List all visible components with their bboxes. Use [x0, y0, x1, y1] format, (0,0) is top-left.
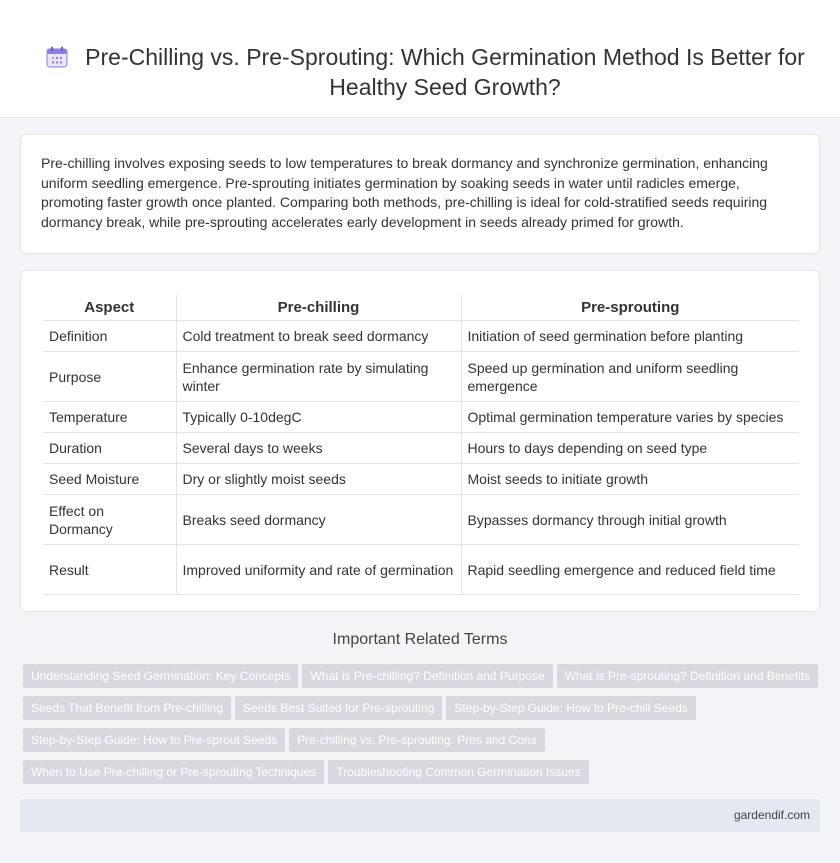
page-footer	[20, 799, 820, 832]
table-cell: Optimal germination temperature varies by species	[461, 402, 799, 433]
page-header	[0, 0, 840, 118]
comparison-table	[43, 295, 799, 595]
table-cell: Rapid seedling emergence and reduced field time	[461, 545, 799, 595]
table-cell: Several days to weeks	[176, 433, 461, 464]
related-terms-list	[23, 664, 823, 792]
table-cell: Purpose	[43, 352, 176, 402]
table-row	[43, 545, 799, 595]
table-cell: Dry or slightly moist seeds	[176, 464, 461, 495]
table-cell: Enhance germination rate by simulating winter	[176, 352, 461, 402]
intro-card	[20, 134, 820, 254]
column-header: Pre-chilling	[176, 295, 461, 321]
table-cell: Result	[43, 545, 176, 595]
related-term-tag[interactable]: What is Pre-chilling? Definition and Purpose	[302, 664, 552, 688]
related-term-tag[interactable]: What is Pre-sprouting? Definition and Benefits	[557, 664, 818, 688]
related-term-tag[interactable]: Step-by-Step Guide: How to Pre-chill Seeds	[446, 696, 695, 720]
table-row	[43, 402, 799, 433]
table-cell: Typically 0-10degC	[176, 402, 461, 433]
site-link[interactable]: gardendif.com	[733, 808, 810, 822]
related-term-tag[interactable]: When to Use Pre-chilling or Pre-sprouting Techniques	[23, 760, 324, 784]
table-cell: Speed up germination and uniform seedling emergence	[461, 352, 799, 402]
column-header: Pre-sprouting	[461, 295, 799, 321]
intro-text: Pre-chilling involves exposing seeds to low temperatures to break dormancy and synchronize germination, enhancing uniform seedling emergence. Pre-sprouting initiates germination by soaking seeds in water until radicles emerge, promoting faster growth once planted. Comparing both methods, pre-chilling is ideal for cold-stratified seeds requiring dormancy break, while pre-sprouting accelerates early development in seeds already primed for growth.	[41, 155, 768, 230]
table-cell: Definition	[43, 321, 176, 352]
table-row	[43, 495, 799, 545]
related-terms-title: Important Related Terms	[332, 631, 508, 648]
table-row	[43, 433, 799, 464]
table-cell: Effect on Dormancy	[43, 495, 176, 545]
calendar-icon	[46, 46, 68, 68]
comparison-table-card	[20, 270, 820, 612]
table-cell: Bypasses dormancy through initial growth	[461, 495, 799, 545]
related-term-tag[interactable]: Seeds Best Suited for Pre-sprouting	[235, 696, 442, 720]
table-row	[43, 321, 799, 352]
column-header: Aspect	[43, 295, 176, 321]
table-cell: Seed Moisture	[43, 464, 176, 495]
table-cell: Initiation of seed germination before planting	[461, 321, 799, 352]
table-cell: Duration	[43, 433, 176, 464]
page-title: Pre-Chilling vs. Pre-Sprouting: Which Germination Method Is Better for Healthy Seed Growth?	[85, 44, 805, 100]
table-cell: Cold treatment to break seed dormancy	[176, 321, 461, 352]
related-term-tag[interactable]: Troubleshooting Common Germination Issues	[328, 760, 588, 784]
table-row	[43, 352, 799, 402]
table-cell: Breaks seed dormancy	[176, 495, 461, 545]
related-term-tag[interactable]: Step-by-Step Guide: How to Pre-sprout Seeds	[23, 728, 285, 752]
related-term-tag[interactable]: Pre-chilling vs. Pre-sprouting: Pros and Cons	[289, 728, 544, 752]
table-cell: Improved uniformity and rate of germination	[176, 545, 461, 595]
related-term-tag[interactable]: Understanding Seed Germination: Key Concepts	[23, 664, 298, 688]
table-cell: Hours to days depending on seed type	[461, 433, 799, 464]
table-cell: Moist seeds to initiate growth	[461, 464, 799, 495]
table-row	[43, 464, 799, 495]
table-cell: Temperature	[43, 402, 176, 433]
related-term-tag[interactable]: Seeds That Benefit from Pre-chilling	[23, 696, 231, 720]
